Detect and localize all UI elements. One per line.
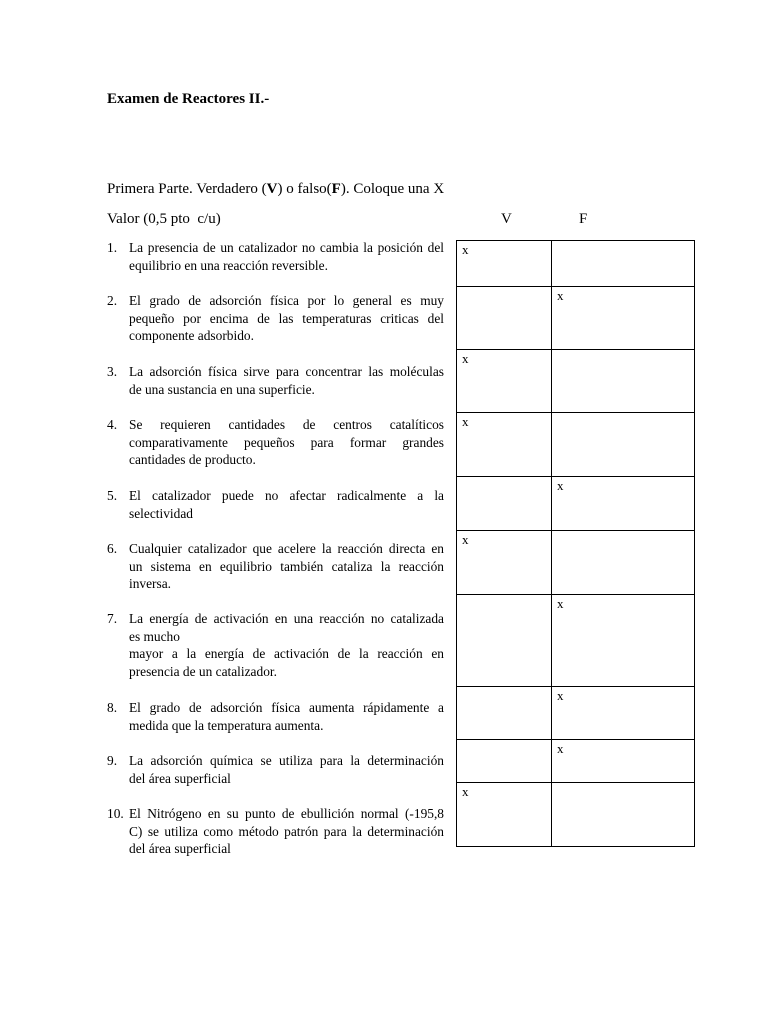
question-line: El catalizador puede no afectar radicalmente a la: [129, 488, 444, 503]
answer-cell-f[interactable]: x: [552, 595, 695, 687]
question-3: [107, 363, 444, 398]
question-5: [107, 487, 444, 522]
question-line: medida que la temperatura aumenta.: [129, 717, 324, 733]
question-line: un sistema en equilibrio también cataliza la reacción: [129, 558, 444, 574]
page-title: Examen de Reactores II.-: [107, 91, 270, 107]
question-line: del área superficial: [129, 770, 231, 786]
question-text: [129, 416, 444, 469]
question-number: 5.: [107, 488, 118, 503]
question-line: comparativamente pequeños para formar grandes: [129, 434, 444, 450]
question-7: [107, 610, 444, 680]
answer-cell-f[interactable]: [552, 350, 695, 413]
instructions: [107, 181, 444, 198]
answer-cell-v[interactable]: x: [457, 531, 552, 595]
instructions-v: V: [266, 181, 278, 197]
answer-cell-v[interactable]: [457, 477, 552, 531]
question-line: Cualquier catalizador que acelere la reacción directa en: [129, 541, 444, 556]
answer-cell-v[interactable]: x: [457, 350, 552, 413]
answer-row: [457, 531, 695, 595]
answer-cell-v[interactable]: x: [457, 413, 552, 477]
answer-row: [457, 783, 695, 847]
question-line: La adsorción química se utiliza para la determinación: [129, 753, 444, 768]
question-number: 10.: [107, 806, 124, 821]
answer-cell-f[interactable]: [552, 783, 695, 847]
answer-row: [457, 687, 695, 740]
question-10: [107, 805, 444, 858]
answer-cell-f[interactable]: [552, 241, 695, 287]
question-line: mayor a la energía de activación de la reacción en: [129, 646, 444, 662]
answer-cell-v[interactable]: x: [457, 241, 552, 287]
question-text: [129, 805, 444, 858]
points-value: Valor (0,5 pto c/u): [107, 211, 221, 227]
answer-cell-v[interactable]: [457, 740, 552, 783]
question-line: de una sustancia en una superficie.: [129, 381, 315, 397]
question-number: 1.: [107, 240, 118, 255]
question-text: [129, 363, 444, 398]
question-text: [129, 540, 444, 593]
answer-row: [457, 740, 695, 783]
question-line: C) se utiliza como método patrón para la determinación: [129, 823, 444, 839]
answer-row: [457, 287, 695, 350]
question-text: [129, 699, 444, 734]
answer-table: [456, 240, 695, 847]
question-line: presencia de un catalizador.: [129, 663, 277, 679]
answer-cell-f[interactable]: x: [552, 687, 695, 740]
question-2: [107, 292, 444, 345]
question-number: 7.: [107, 611, 118, 626]
answer-cell-v[interactable]: x: [457, 783, 552, 847]
answer-cell-f[interactable]: x: [552, 740, 695, 783]
instructions-part3: ). Coloque una X: [340, 181, 445, 197]
question-line: Se requieren cantidades de centros catalíticos: [129, 417, 444, 432]
question-line: El Nitrógeno en su punto de ebullición normal (-195,8: [129, 806, 444, 821]
question-line: pequeño por encima de las temperaturas criticas del: [129, 310, 444, 326]
question-line: La adsorción física sirve para concentrar las moléculas: [129, 364, 444, 379]
question-line: El grado de adsorción física por lo general es muy: [129, 293, 444, 308]
instructions-f: F: [331, 181, 341, 197]
answer-row: [457, 413, 695, 477]
question-line: La energía de activación en una reacción no catalizada: [129, 611, 444, 626]
question-line: componente adsorbido.: [129, 328, 254, 344]
question-number: 8.: [107, 700, 118, 715]
question-text: [129, 752, 444, 787]
question-9: [107, 752, 444, 787]
question-number: 4.: [107, 417, 118, 432]
question-text: [129, 487, 444, 522]
answer-row: [457, 350, 695, 413]
question-number: 3.: [107, 364, 118, 379]
answer-cell-f[interactable]: x: [552, 477, 695, 531]
answer-row: [457, 595, 695, 687]
question-1: [107, 239, 444, 274]
question-line: cantidades de producto.: [129, 452, 256, 468]
question-text: [129, 292, 444, 345]
instructions-part2: ) o falso(: [277, 181, 332, 197]
answer-cell-v[interactable]: [457, 687, 552, 740]
column-header-v: V: [501, 211, 512, 227]
question-line: equilibrio en una reacción reversible.: [129, 257, 328, 273]
question-line: selectividad: [129, 505, 193, 521]
answer-row: [457, 477, 695, 531]
instructions-part1: Primera Parte. Verdadero (: [107, 181, 267, 197]
answer-cell-f[interactable]: x: [552, 287, 695, 350]
column-header-f: F: [579, 211, 588, 227]
question-line: El grado de adsorción física aumenta rápidamente a: [129, 700, 444, 715]
answer-row: [457, 241, 695, 287]
question-8: [107, 699, 444, 734]
answer-cell-v[interactable]: [457, 287, 552, 350]
question-number: 9.: [107, 753, 118, 768]
question-text: [129, 610, 444, 680]
question-text: [129, 239, 444, 274]
question-line: del área superficial: [129, 841, 231, 857]
question-number: 2.: [107, 293, 118, 308]
question-6: [107, 540, 444, 593]
question-4: [107, 416, 444, 469]
answer-cell-v[interactable]: [457, 595, 552, 687]
answer-cell-f[interactable]: [552, 531, 695, 595]
answer-cell-f[interactable]: [552, 413, 695, 477]
question-line: inversa.: [129, 576, 172, 592]
question-number: 6.: [107, 541, 118, 556]
question-line: La presencia de un catalizador no cambia la posición del: [129, 240, 444, 255]
question-line: es mucho: [129, 628, 180, 644]
